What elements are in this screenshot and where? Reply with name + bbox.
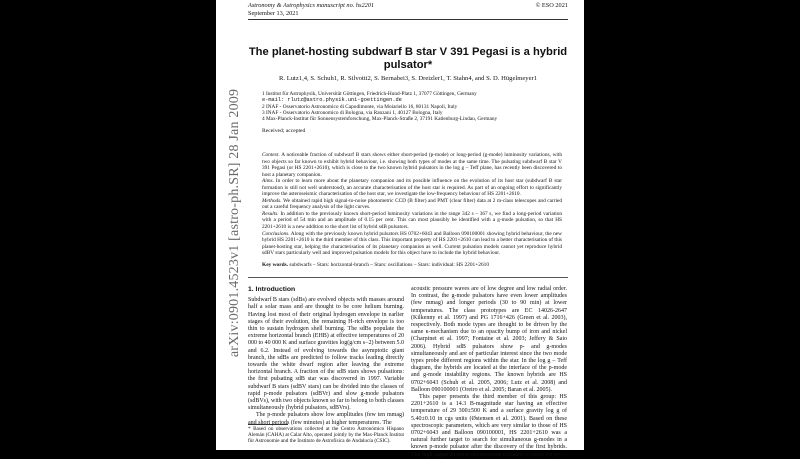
keywords: Key words. subdwarfs – Stars: horizontal-branch – Stars: oscillations – Stars: individual: HS 2201+2610	[262, 262, 490, 268]
paragraph: Subdwarf B stars (sdBs) are evolved objects with masses around half a solar mass and are thought to be core helium burning. Having lost most of their original hydrogen envelope in earlier stages of their evolution, the remaining H-rich envelope is too thin to sustain hydrogen shell burning. The sdBs populate the extreme horizontal branch (EHB) at effective temperatures of 20 000 to 40 000 K and surface gravities log(g/cm s−2) between 5.0 and 6.2. Instead of evolving towards the asymptotic giant branch, the sdBs are predicted to follow tracks leading directly towards the white dwarf region after leaving the extreme horizontal branch. A fraction of the sdB stars shows pulsations: the first pulsating sdB star was discovered in 1997. Variable subdwarf B stars (sdBV stars) can be divided into the classes of rapid p-mode pulsators (sdBVr) and slow g-mode pulsators (sdBVs), with two objects known so far to belong to both classes simultaneously (hybrid pulsators, sdBVrs).	[248, 297, 405, 412]
running-header	[248, 2, 568, 17]
manuscript-date: September 13, 2021	[248, 9, 299, 17]
section-heading: 1. Introduction	[248, 286, 296, 293]
author-list: R. Lutz1,4, S. Schuh1, R. Silvotti2, S. Bernabei3, S. Dreizler1, T. Stahn4, and S. D. Hügelmeyer1	[279, 75, 537, 82]
paragraph: acoustic pressure waves are of low degree and low radial order. In contrast, the g-mode pulsators have even lower amplitudes (few mmag) and longer periods (30 to 90 min) at lower temperatures. The class prototypes are EC 14026-2647 (Kilkenny et al. 1997) and PG 1716+426 (Green et al. 2003), respectively. Both mode types are thought to be driven by the same κ-mechanism due to an opacity bump of iron and nickel (Charpinet et al. 1997; Fontaine et al. 2003; Jeffery & Saio 2006). Hybrid sdB pulsators show p- and g-modes simultaneously and are of particular interest since the two mode types probe different regions within the star. In the log g – Teff diagram, the hybrids are located at the interface of the p-mode and g-mode instability regions. The known hybrids are HS 0702+6043 (Schuh et al. 2005, 2006; Lutz et al. 2008) and Balloon 090100001 (Oreiro et al. 2005; Baran et al. 2005).	[411, 286, 567, 393]
paragraph: The p-mode pulsators show low amplitudes (few ten mmag) and short periods (few minutes) at higher temperatures. The	[248, 412, 404, 426]
abstract-conclusions: Conclusions. Along with the previously known hybrid pulsators HS 0702+6043 and Balloon 090100001 showing hybrid behaviour, the new hybrid HS 2201+2610 is the third member of this class. This important property of HS 2201+2610 can lead to a better characterisation of this planet-hosting star, helping the characterisation of its planetary companion as well. Current pulsation models cannot yet reproduce hybrid sdBV stars particularly well and improved pulsation models for this object have to include the hybrid behaviour.	[262, 230, 562, 257]
paper-title: The planet-hosting subdwarf B star V 391 Pegasi is a hybrid pulsator*	[248, 46, 568, 71]
affiliation-1: 1 Institut für Astrophysik, Universität Göttingen, Friedrich-Hund-Platz 1, 37077 Göttingen, Germany	[262, 91, 477, 97]
affiliation-2: 2 INAF - Osservatorio Astronomico di Capodimonte, via Moiariello 16, 80131 Napoli, Italy	[262, 103, 458, 110]
paragraph: This paper presents the third member of this group: HS 2201+2610 is a 14.3 B-magnitude star having an effective temperature of 29 300±500 K and a surface gravity log g of 5.40±0.10 in cgs units (Østensen et al. 2001). Based on these spectroscopic parameters, which are very similar to those of HS 0702+6043 and Balloon 090100001, HS 2201+2610 was a natural further target to search for simultaneous g-modes in a known p-mode pulsator after the discovery of the first hybrids. The high signal-to-noise observations initiated to check for hy-	[411, 394, 567, 458]
copyright: © ESO 2021	[535, 2, 568, 9]
right-column	[411, 286, 567, 459]
keywords-rule	[248, 277, 568, 278]
affiliations	[262, 91, 562, 122]
left-column	[248, 286, 404, 427]
received-line: Received; accepted	[262, 128, 306, 134]
arxiv-stamp	[225, 88, 245, 358]
abstract-methods: Methods. We obtained rapid high signal-to-noise photometric CCD (B filter) and PMT (clear filter) data at 2 m-class telescopes and carried out a careful frequency analysis of the light curves.	[262, 197, 562, 211]
abstract	[262, 152, 562, 257]
affiliation-3: 3 INAF - Osservatorio Astronomico di Bologna, via Ranzani 1, 40127 Bologna, Italy	[262, 109, 443, 116]
footnote-rule	[248, 424, 288, 425]
abstract-results: Results. In addition to the previously known short-period luminosity variations in the range 342 s – 367 s, we find a long-period variation with a period of 54 min and an amplitude of 0.15 per cent. This can most plausibly be identified with a g-mode pulsation, so that HS 2201+2610 is a new addition to the short list of hybrid sdB pulsators.	[262, 210, 562, 231]
header-rule	[248, 19, 568, 20]
affiliation-4: 4 Max-Planck-Institut für Sonnensystemforschung, Max-Planck-Straße 2, 37191 Katlenburg-Lindau, Germany	[262, 116, 498, 123]
abstract-aims: Aims. In order to learn more about the planetary companion and its possible influence on the evolution of its host star (subdwarf B star formation is still not well understood), an accurate characterisation of the host star is required. As part of an ongoing effort to significantly improve the asteroseismic characterisation of the host star, we investigate the low-frequency behaviour of HS 2201+2610.	[262, 178, 563, 198]
arxiv-stamp-text: arXiv:0901.4523v1 [astro-ph.SR] 28 Jan 2009	[227, 88, 242, 358]
journal-line: Astronomy & Astrophysics manuscript no. hs2201	[248, 2, 375, 9]
footnote: * Based on observations collected at the Centro Astronómico Hispano Alemán (CAHA) at Calar Alto, operated jointly by the Max-Planck Institut für Astronomie and the Instituto de Astrofísica de Andalucía (CSIC).	[248, 426, 404, 445]
email-link[interactable]: e-mail: rlutz@astro.physik.uni-goettingen.de	[262, 97, 402, 104]
abstract-context: Context. A noticeable fraction of subdwarf B stars shows either short-period (p-mode) or long-period (g-mode) luminosity variations, with two objects so far known to exhibit hybrid behaviour, i.e. showing both types of modes at the same time. The pulsating subdwarf B star V 391 Pegasi (or HS 2201+2610), which is close to the two known hybrid pulsators in the log g – Teff plane, has recently been discovered to host a planetary companion.	[262, 152, 562, 178]
